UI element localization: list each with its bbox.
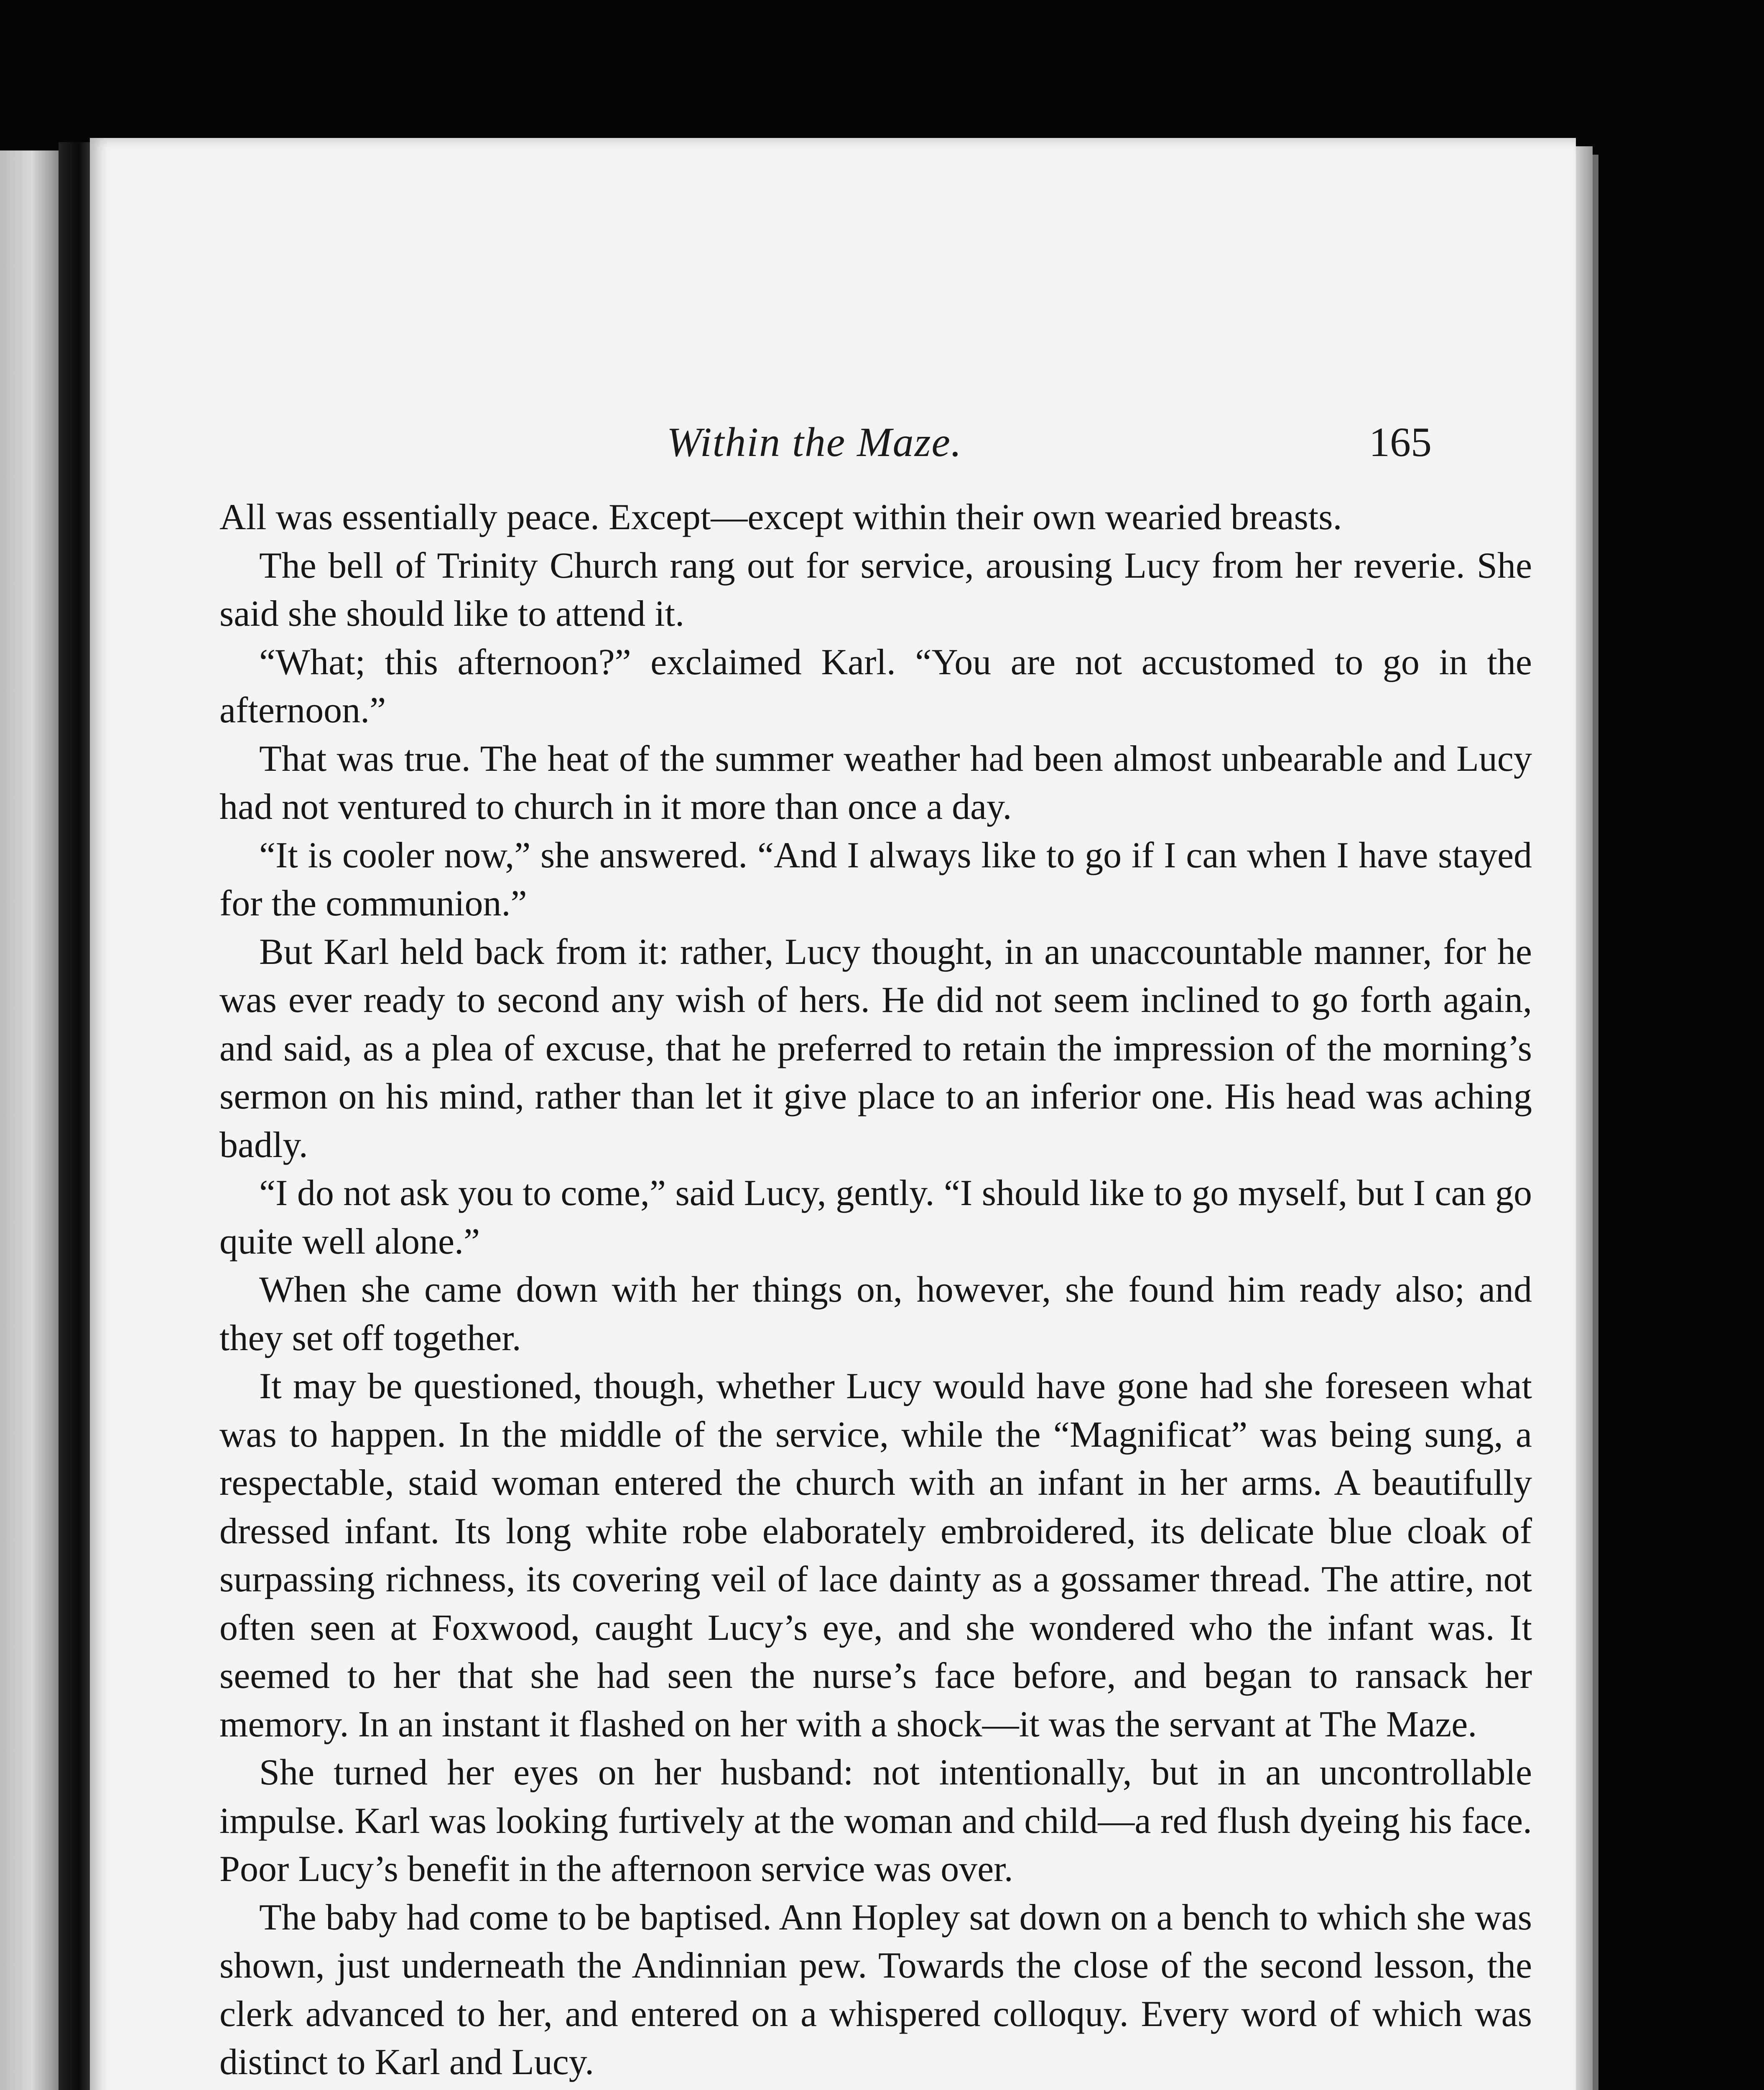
running-head xyxy=(90,418,1576,481)
chapter-title: Within the Maze. xyxy=(667,419,962,465)
book-page xyxy=(90,138,1576,2090)
page-stack-edge xyxy=(1576,146,1593,2090)
paragraph: “It is cooler now,” she answered. “And I always like to go if I can when I have stayed for the communion.” xyxy=(219,835,1532,924)
paragraph: She turned her eyes on her husband: not intentionally, but in an uncontrollable impulse. Karl was looking furtively at the woman and child—a red flush dyeing his face. Poor Lucy’s benefit in the afternoon service was over. xyxy=(219,1752,1532,1889)
paragraph: It may be questioned, though, whether Lucy would have gone had she foreseen what was to happen. In the middle of the service, while the “Magnificat” was being sung, a respectable, staid woman entered the church with an infant in her arms. A beautifully dressed infant. Its long white robe elaborately embroidered, its delicate blue cloak of surpassing richness, its covering veil of lace dainty as a gossamer thread. The attire, not often seen at Foxwood, caught Lucy’s eye, and she wondered who the infant was. It seemed to her that she had seen the nurse’s face before, and began to ransack her memory. In an instant it flashed on her with a shock—it was the servant at The Maze. xyxy=(219,1366,1532,1745)
paragraph: That was true. The heat of the summer weather had been almost unbearable and Lucy had not ventured to church in it more than once a day. xyxy=(219,738,1532,827)
paragraph: The baby had come to be baptised. Ann Hopley sat down on a bench to which she was shown, just underneath the Andinnian pew. Towards the close of the second lesson, the clerk advanced to her, and entered on a whispered colloquy. Every word of which was distinct to Karl and Lucy. xyxy=(219,1897,1532,2082)
body-text xyxy=(219,493,1532,2090)
paragraph xyxy=(219,2087,1532,2090)
paragraph: “I do not ask you to come,” said Lucy, gently. “I should like to go myself, but I can go quite well alone.” xyxy=(219,1173,1532,1262)
paragraph: The bell of Trinity Church rang out for service, arousing Lucy from her reverie. She said she should like to attend it. xyxy=(219,545,1532,634)
paragraph: But Karl held back from it: rather, Lucy thought, in an unaccountable manner, for he was ever ready to second any wish of hers. He did not seem inclined to go forth again, and said, as a plea of excuse, that he preferred to retain the impression of the morning’s sermon on his mind, rather than let it give place to an inferior one. His head was aching badly. xyxy=(219,931,1532,1165)
page-number: 165 xyxy=(1369,419,1432,465)
adjacent-page-edge xyxy=(0,150,59,2090)
paragraph: “What; this afternoon?” exclaimed Karl. “You are not accustomed to go in the afternoon.” xyxy=(219,642,1532,731)
page-stack-shadow xyxy=(1593,155,1598,2090)
book-spine xyxy=(59,142,92,2090)
paragraph: All was essentially peace. Except—except within their own wearied breasts. xyxy=(219,497,1342,538)
paragraph: When she came down with her things on, however, she found him ready also; and they set off together. xyxy=(219,1269,1532,1358)
